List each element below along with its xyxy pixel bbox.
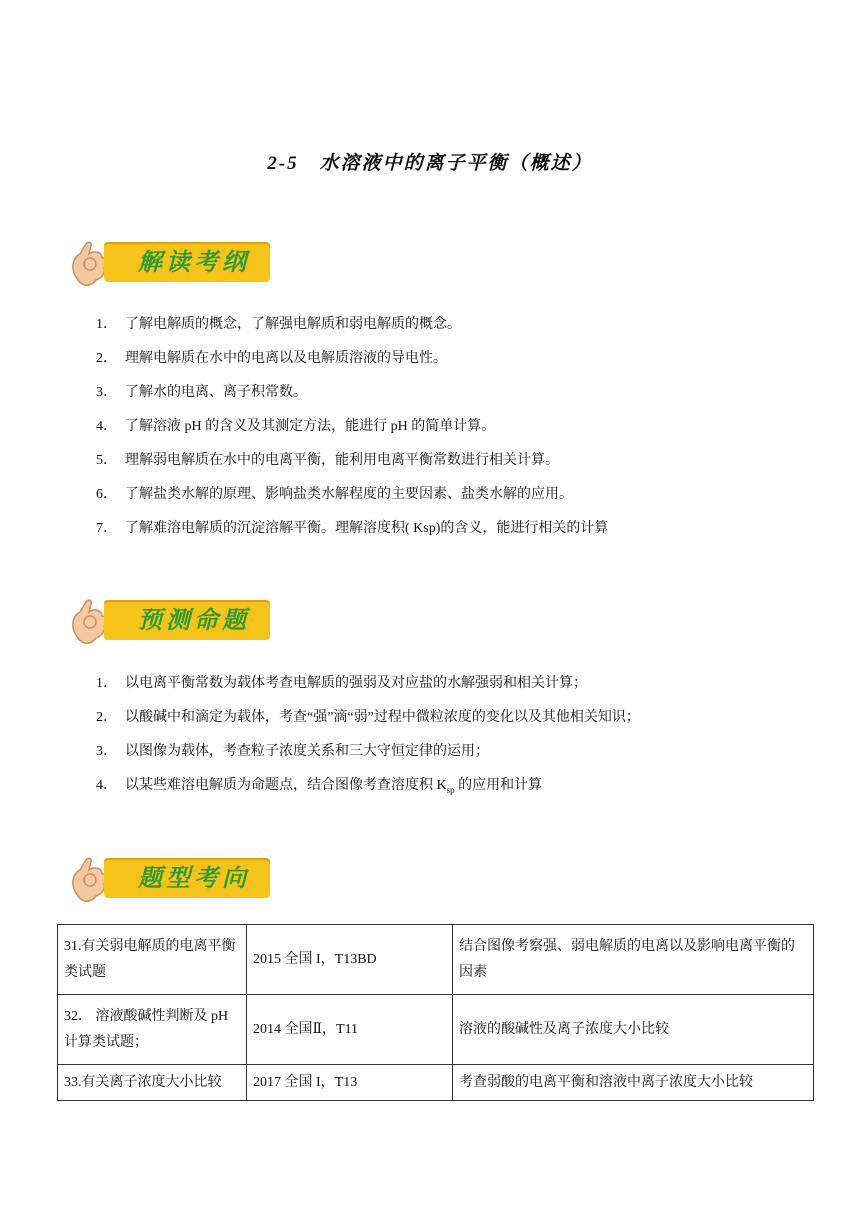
table-cell-content: 考查弱酸的电离平衡和溶液中离子浓度大小比较 [453,1065,814,1101]
section-heading: 题型考向 [104,858,270,898]
list-item: 4． 了解溶液 pH 的含义及其测定方法，能进行 pH 的简单计算。 [96,419,496,434]
table-row [58,1065,814,1101]
section-banner-question-types [64,850,274,908]
prediction-list [96,667,640,803]
table-cell-content: 溶液的酸碱性及离子浓度大小比较 [453,995,814,1065]
list-item: 2． 理解电解质在水中的电离以及电解质溶液的导电性。 [96,351,447,366]
list-item: 3． 以图像为载体，考查粒子浓度关系和三大守恒定律的运用； [96,744,489,759]
table-cell-type: 32． 溶液酸碱性判断及 pH 计算类试题； [58,995,247,1065]
section-banner-outline [64,234,274,292]
table-cell-type: 33.有关离子浓度大小比较 [58,1065,247,1101]
table-cell-content: 结合图像考察强、弱电解质的电离以及影响电离平衡的因素 [453,925,814,995]
table-cell-type: 31.有关弱电解质的电离平衡类试题 [58,925,247,995]
outline-list [96,308,608,546]
section-heading: 解读考纲 [104,242,270,282]
list-item: 7． 了解难溶电解质的沉淀溶解平衡。理解溶度积( Ksp)的含义，能进行相关的计算 [96,521,609,536]
page-title: 2-5 水溶液中的离子平衡（概述） [267,153,593,174]
list-item: 2． 以酸碱中和滴定为载体，考查“强”滴“弱”过程中微粒浓度的变化以及其他相关知识； [96,710,640,725]
table-cell-source: 2014 全国Ⅱ，T11 [247,995,453,1065]
table-cell-source: 2017 全国 I，T13 [247,1065,453,1101]
list-item: 5． 理解弱电解质在水中的电离平衡，能利用电离平衡常数进行相关计算。 [96,453,559,468]
table-row [58,995,814,1065]
list-item: 1． 了解电解质的概念，了解强电解质和弱电解质的概念。 [96,317,461,332]
list-item: 6． 了解盐类水解的原理、影响盐类水解程度的主要因素、盐类水解的应用。 [96,487,573,502]
list-item: 4． 以某些难溶电解质为命题点，结合图像考查溶度积 $K_{sp}$ 的应用和计算 [96,778,543,795]
table-row [58,925,814,995]
list-item: 3． 了解水的电离、离子积常数。 [96,385,307,400]
question-type-table [57,924,814,1101]
section-banner-predict [64,592,274,650]
section-heading: 预测命题 [104,600,270,640]
list-item: 1． 以电离平衡常数为载体考查电解质的强弱及对应盐的水解强弱和相关计算； [96,676,587,691]
table-cell-source: 2015 全国 I，T13BD [247,925,453,995]
